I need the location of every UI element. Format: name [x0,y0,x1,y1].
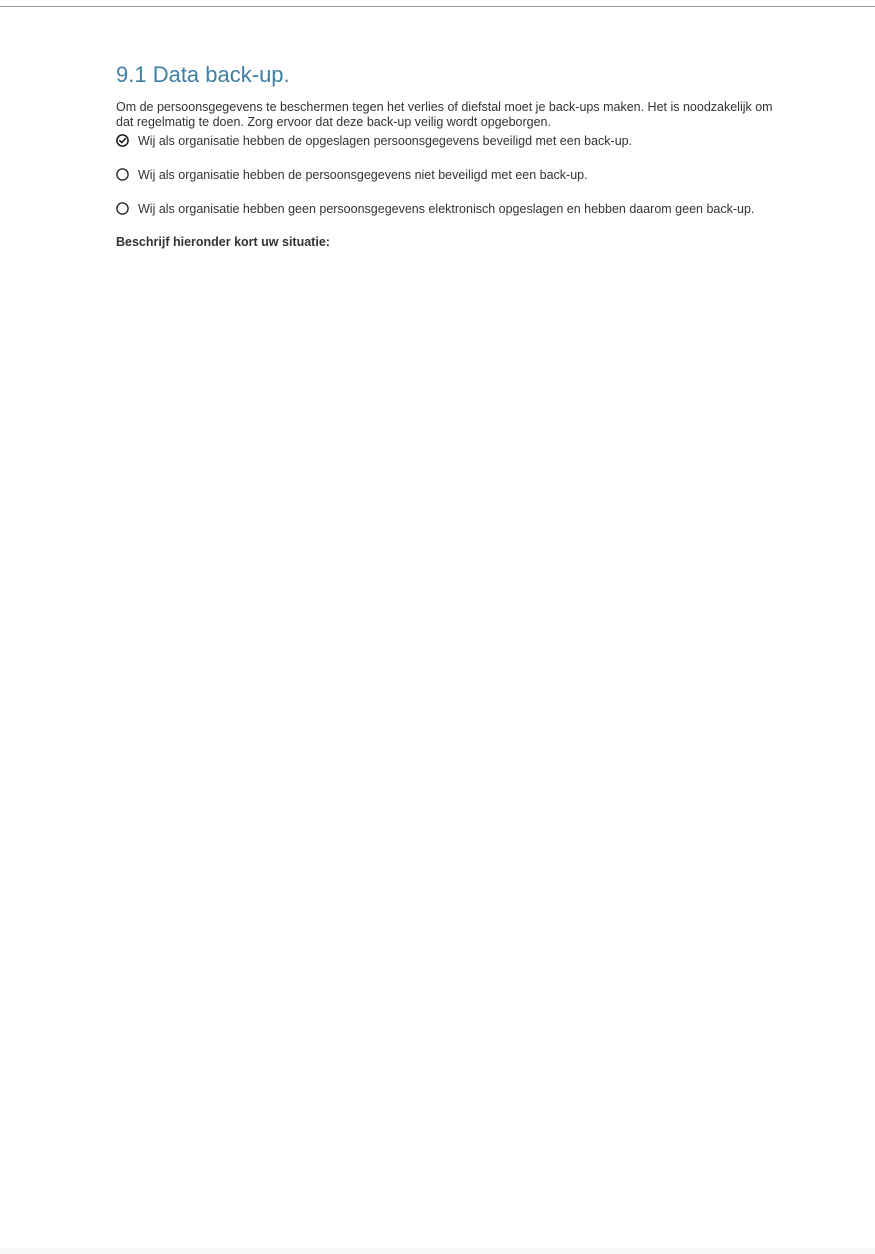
document-section [116,60,776,250]
section-heading: 9.1 Data back-up. [116,62,290,87]
radio-checked-icon[interactable] [116,134,129,147]
option-label: Wij als organisatie hebben de persoonsgegevens niet beveiligd met een back-up. [138,168,588,182]
option-label: Wij als organisatie hebben geen persoonsgegevens elektronisch opgeslagen en hebben daarom geen back-up. [138,202,755,216]
option-no-electronic-data[interactable] [116,202,776,216]
option-backup-secured[interactable] [116,134,776,148]
backup-options-group [116,134,776,216]
option-backup-not-secured[interactable] [116,168,776,182]
section-intro-text: Om de persoonsgegevens te beschermen tegen het verlies of diefstal moet je back-ups maken. Het is noodzakelijk om dat regelmatig te doen. Zorg ervoor dat deze back-up veilig wordt opgeborgen. [116,100,773,129]
radio-empty-icon[interactable] [116,168,129,181]
page-bottom-edge [0,1248,875,1254]
radio-empty-icon[interactable] [116,202,129,215]
option-label: Wij als organisatie hebben de opgeslagen persoonsgegevens beveiligd met een back-up. [138,134,633,148]
page-top-border [0,6,875,7]
describe-situation-label: Beschrijf hieronder kort uw situatie: [116,235,330,249]
